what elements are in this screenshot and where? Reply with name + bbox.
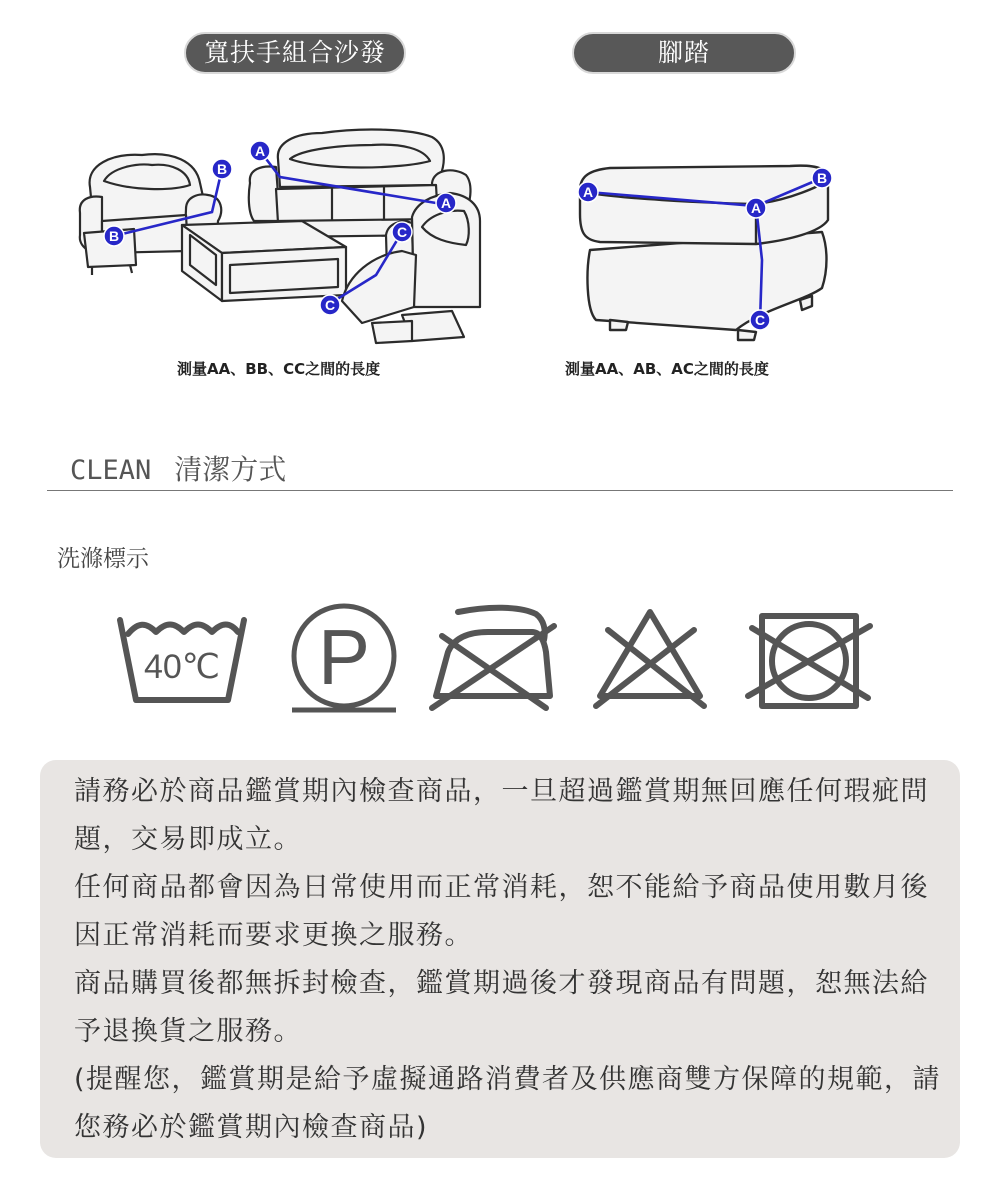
ottoman-title-pill: 腳踏 (572, 32, 796, 74)
dry-clean-letter: P (317, 613, 371, 701)
ottoman-measure-caption: 測量AA、AB、AC之間的長度 (565, 360, 769, 378)
dry-clean-p-icon (284, 600, 404, 715)
marker-a-left (578, 182, 598, 202)
marker-a-top (250, 141, 270, 161)
section-divider (47, 490, 953, 491)
sofa-title-pill: 寬扶手組合沙發 (184, 32, 406, 74)
svg-text:B: B (216, 161, 228, 177)
svg-text:B: B (108, 228, 120, 244)
marker-a-right (746, 198, 766, 218)
marker-c (750, 310, 770, 330)
sofa-measure-caption: 測量AA、BB、CC之間的長度 (177, 360, 381, 378)
marker-c-top (392, 222, 412, 242)
wash-temperature-text: 40℃ (143, 648, 221, 686)
clean-title-en: CLEAN (70, 455, 152, 486)
notice-paragraph: (提醒您，鑑賞期是給予虛擬通路消費者及供應商雙方保障的規範，請您務必於鑑賞期內檢查商品) (74, 1064, 942, 1143)
notice-paragraph: 商品購買後都無拆封檢查，鑑賞期過後才發現商品有問題，恕無法給予退換貨之服務。 (74, 968, 929, 1047)
marker-b-left (104, 226, 124, 246)
svg-text:A: A (582, 184, 594, 200)
no-bleach-icon (590, 600, 710, 715)
notice-paragraph: 任何商品都會因為日常使用而正常消耗，恕不能給予商品使用數月後因正常消耗而要求更換之服務。 (74, 872, 929, 951)
clean-section-title (70, 448, 286, 488)
svg-text:C: C (396, 224, 408, 240)
marker-b (812, 168, 832, 188)
no-tumble-dry-icon (744, 600, 874, 715)
sofa-set-diagram (72, 125, 492, 345)
marker-b-top (212, 159, 232, 179)
marker-a-right (436, 193, 456, 213)
svg-text:A: A (254, 143, 266, 159)
svg-text:C: C (754, 312, 766, 328)
notice-paragraph: 請務必於商品鑑賞期內檢查商品，一旦超過鑑賞期無回應任何瑕疵問題，交易即成立。 (74, 776, 929, 855)
wash-40-icon (112, 600, 252, 710)
clean-title-zh: 清潔方式 (174, 453, 287, 486)
no-iron-icon (428, 600, 558, 715)
ottoman-diagram (570, 160, 840, 350)
notice-text (74, 768, 944, 1152)
marker-c-bottom (320, 295, 340, 315)
svg-text:A: A (750, 200, 762, 216)
wash-label: 洗滌標示 (57, 546, 149, 572)
svg-text:C: C (324, 297, 336, 313)
svg-text:B: B (816, 170, 828, 186)
notice-box (40, 760, 960, 1158)
svg-text:A: A (440, 195, 452, 211)
